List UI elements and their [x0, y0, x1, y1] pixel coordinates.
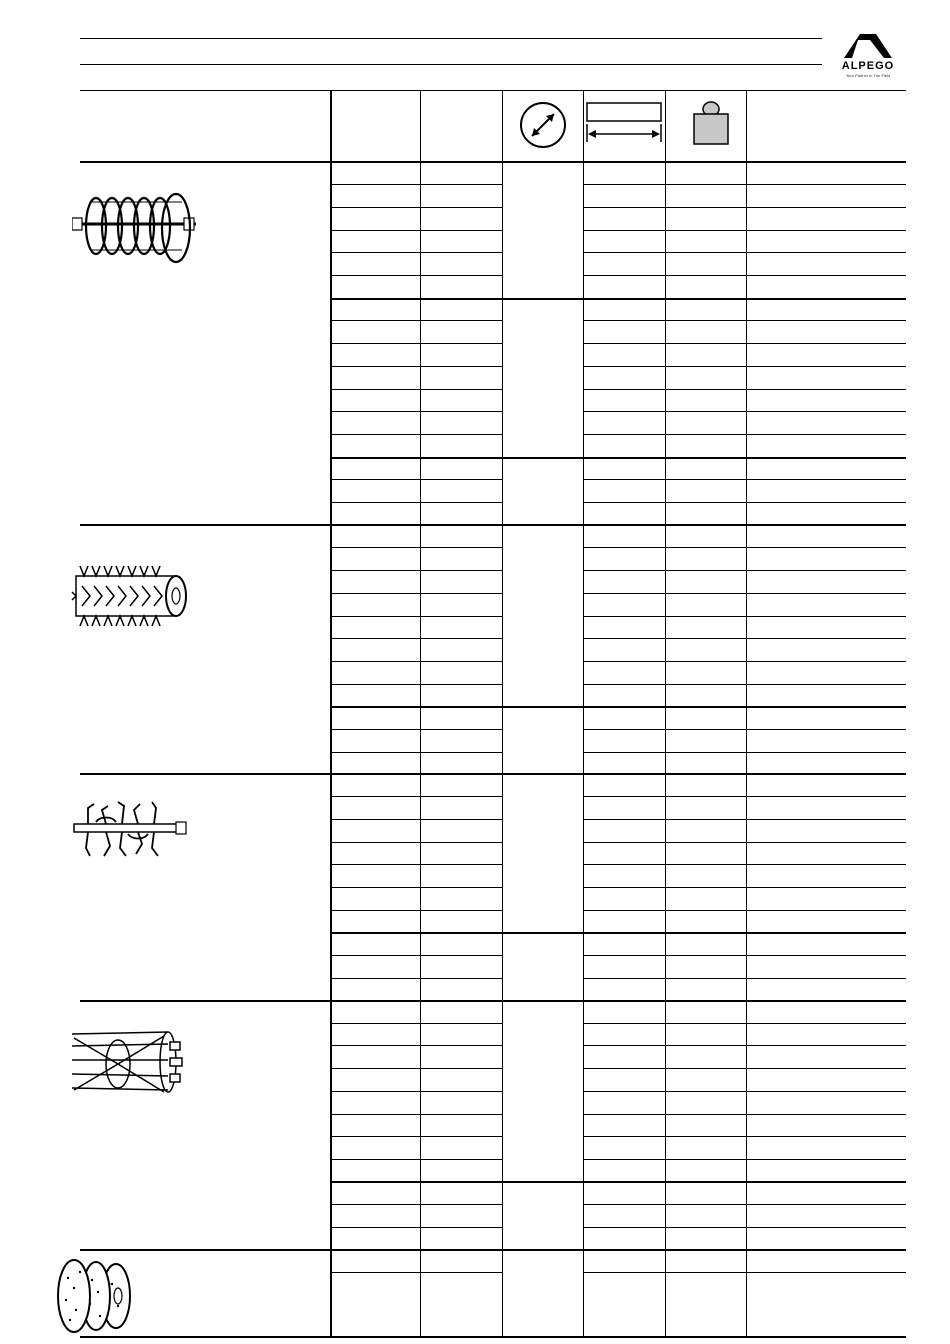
column-divider: [665, 90, 666, 1336]
table-row-rule: [583, 684, 906, 685]
table-row-rule: [330, 389, 502, 390]
table-row-rule: [330, 411, 502, 412]
table-row-rule: [330, 616, 502, 617]
table-row-rule: [583, 955, 906, 956]
table-row-rule: [583, 638, 906, 639]
table-row-rule: [330, 252, 502, 253]
column-divider: [502, 90, 503, 1336]
table-row-rule: [330, 1272, 502, 1273]
table-row-rule: [330, 320, 502, 321]
table-row-rule: [330, 434, 502, 435]
table-row-rule: [330, 184, 502, 185]
table-row-rule: [330, 1068, 502, 1069]
table-row-rule: [330, 1045, 502, 1046]
table-row-rule: [330, 1227, 502, 1228]
table-row-rule: [583, 275, 906, 276]
table-row-rule: [583, 842, 906, 843]
diameter-icon: [518, 100, 568, 150]
disc-roller-icon: [48, 1258, 140, 1334]
section-separator: [80, 1249, 906, 1251]
table-row-rule: [330, 479, 502, 480]
table-row-rule: [330, 207, 502, 208]
table-row-rule: [330, 661, 502, 662]
group-separator: [330, 298, 906, 300]
table-row-rule: [330, 1114, 502, 1115]
table-row-rule: [330, 366, 502, 367]
table-row-rule: [330, 343, 502, 344]
table-row-rule: [583, 819, 906, 820]
table-row-rule: [583, 434, 906, 435]
toothed-packer-roller-icon: [66, 562, 190, 630]
table-row-rule: [583, 796, 906, 797]
table-row-rule: [330, 230, 502, 231]
table-row-rule: [330, 570, 502, 571]
table-row-rule: [330, 1091, 502, 1092]
weight-icon: [690, 100, 732, 146]
column-divider: [746, 90, 747, 1336]
table-top-rule: [80, 90, 906, 91]
table-row-rule: [583, 1227, 906, 1228]
table-row-rule: [583, 411, 906, 412]
column-divider: [420, 90, 421, 1336]
table-row-rule: [330, 842, 502, 843]
table-row-rule: [330, 275, 502, 276]
table-row-rule: [330, 547, 502, 548]
cage-roller-icon: [68, 1024, 190, 1104]
table-row-rule: [330, 864, 502, 865]
table-row-rule: [330, 796, 502, 797]
table-row-rule: [583, 320, 906, 321]
table-row-rule: [583, 252, 906, 253]
section-separator: [80, 524, 906, 526]
header-rule-top: [80, 38, 822, 39]
table-row-rule: [330, 887, 502, 888]
table-row-rule: [330, 593, 502, 594]
section-separator: [80, 1000, 906, 1002]
table-row-rule: [583, 1023, 906, 1024]
table-row-rule: [583, 1204, 906, 1205]
width-icon: [586, 102, 664, 144]
table-row-rule: [583, 343, 906, 344]
spiral-roller-icon: [72, 188, 200, 270]
table-row-rule: [583, 1045, 906, 1046]
column-divider: [583, 90, 584, 1336]
table-row-rule: [583, 1114, 906, 1115]
column-divider: [330, 90, 332, 1336]
table-row-rule: [330, 684, 502, 685]
table-row-rule: [330, 978, 502, 979]
section-separator: [80, 773, 906, 775]
table-row-rule: [583, 887, 906, 888]
table-row-rule: [583, 184, 906, 185]
table-row-rule: [583, 366, 906, 367]
alpego-logo-mark: [832, 30, 904, 60]
header-rule-bottom: [80, 64, 822, 65]
table-row-rule: [583, 752, 906, 753]
table-row-rule: [583, 593, 906, 594]
table-row-rule: [330, 1159, 502, 1160]
table-row-rule: [583, 502, 906, 503]
table-row-rule: [330, 1204, 502, 1205]
logo-brand-name: ALPEGO: [841, 60, 895, 72]
table-bottom-rule: [80, 1336, 906, 1338]
table-row-rule: [583, 570, 906, 571]
table-row-rule: [583, 978, 906, 979]
table-row-rule: [330, 729, 502, 730]
table-row-rule: [330, 819, 502, 820]
table-header-rule: [80, 161, 906, 163]
table-row-rule: [583, 1136, 906, 1137]
table-row-rule: [330, 1023, 502, 1024]
table-row-rule: [330, 638, 502, 639]
table-row-rule: [583, 729, 906, 730]
table-row-rule: [583, 389, 906, 390]
group-separator: [330, 457, 906, 459]
table-row-rule: [330, 752, 502, 753]
table-row-rule: [583, 616, 906, 617]
table-row-rule: [330, 1136, 502, 1137]
table-row-rule: [583, 1159, 906, 1160]
group-separator: [330, 1181, 906, 1183]
table-row-rule: [583, 207, 906, 208]
table-row-rule: [583, 230, 906, 231]
crumbler-roller-icon: [72, 800, 188, 862]
table-row-rule: [583, 864, 906, 865]
table-row-rule: [583, 1091, 906, 1092]
table-row-rule: [583, 1272, 906, 1273]
table-row-rule: [583, 479, 906, 480]
group-separator: [330, 932, 906, 934]
alpego-logo: [832, 30, 904, 80]
logo-tagline: Your Partner in The Field: [845, 73, 891, 78]
table-row-rule: [583, 547, 906, 548]
table-row-rule: [330, 910, 502, 911]
table-row-rule: [583, 910, 906, 911]
table-row-rule: [583, 1068, 906, 1069]
table-row-rule: [330, 502, 502, 503]
group-separator: [330, 706, 906, 708]
table-row-rule: [330, 955, 502, 956]
table-row-rule: [583, 661, 906, 662]
